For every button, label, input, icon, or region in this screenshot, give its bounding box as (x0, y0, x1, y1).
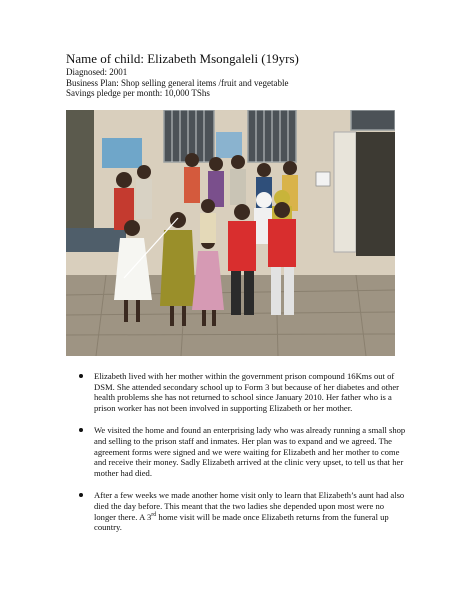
child-details (66, 67, 288, 99)
bullet-icon (79, 428, 83, 432)
diagnosed-line: Diagnosed: 2001 (66, 67, 128, 77)
bullet-icon (79, 493, 83, 497)
bullet-text: Elizabeth lived with her mother within the government prison compound 16Kms out of DSM. She attended secondary school up to Form 3 but because of her diabetes and other health problems she has not returned to school since January 2010. Her father who is a prison worker has not been involved in supporting Elizabeth or her mother. (94, 371, 400, 413)
group-photo-illustration (66, 110, 395, 356)
list-item (76, 490, 406, 532)
bullet-text-end: home visit will be made once Elizabeth returns from the funeral up country. (94, 511, 389, 533)
story-bullets (76, 371, 406, 545)
ordinal-suffix: rd (151, 511, 157, 518)
group-photo (66, 110, 395, 356)
business-plan-line: Business Plan: Shop selling general items /fruit and vegetable (66, 77, 289, 88)
list-item (76, 425, 406, 478)
list-item (76, 371, 406, 413)
document-title: Name of child: Elizabeth Msongaleli (19yrs) (66, 51, 299, 66)
bullet-icon (79, 374, 83, 378)
savings-pledge-line: Savings pledge per month: 10,000 TShs (66, 88, 210, 98)
bullet-text: We visited the home and found an enterprising lady who was already running a small shop and selling to the prison staff and inmates. Her plan was to expand and we agreed. The agreement forms were signed and we were waiting for Elizabeth and her mother to come and receive their money. Sadly Elizabeth arrived at the clinic very upset, to tell us that her mother had died. (94, 425, 406, 478)
bullet-text-start: After a few weeks we made another home visit only to learn that Elizabeth’s aunt had also died the day before. This meant that the two ladies she depended upon most were no longer there. A 3 (94, 490, 405, 522)
